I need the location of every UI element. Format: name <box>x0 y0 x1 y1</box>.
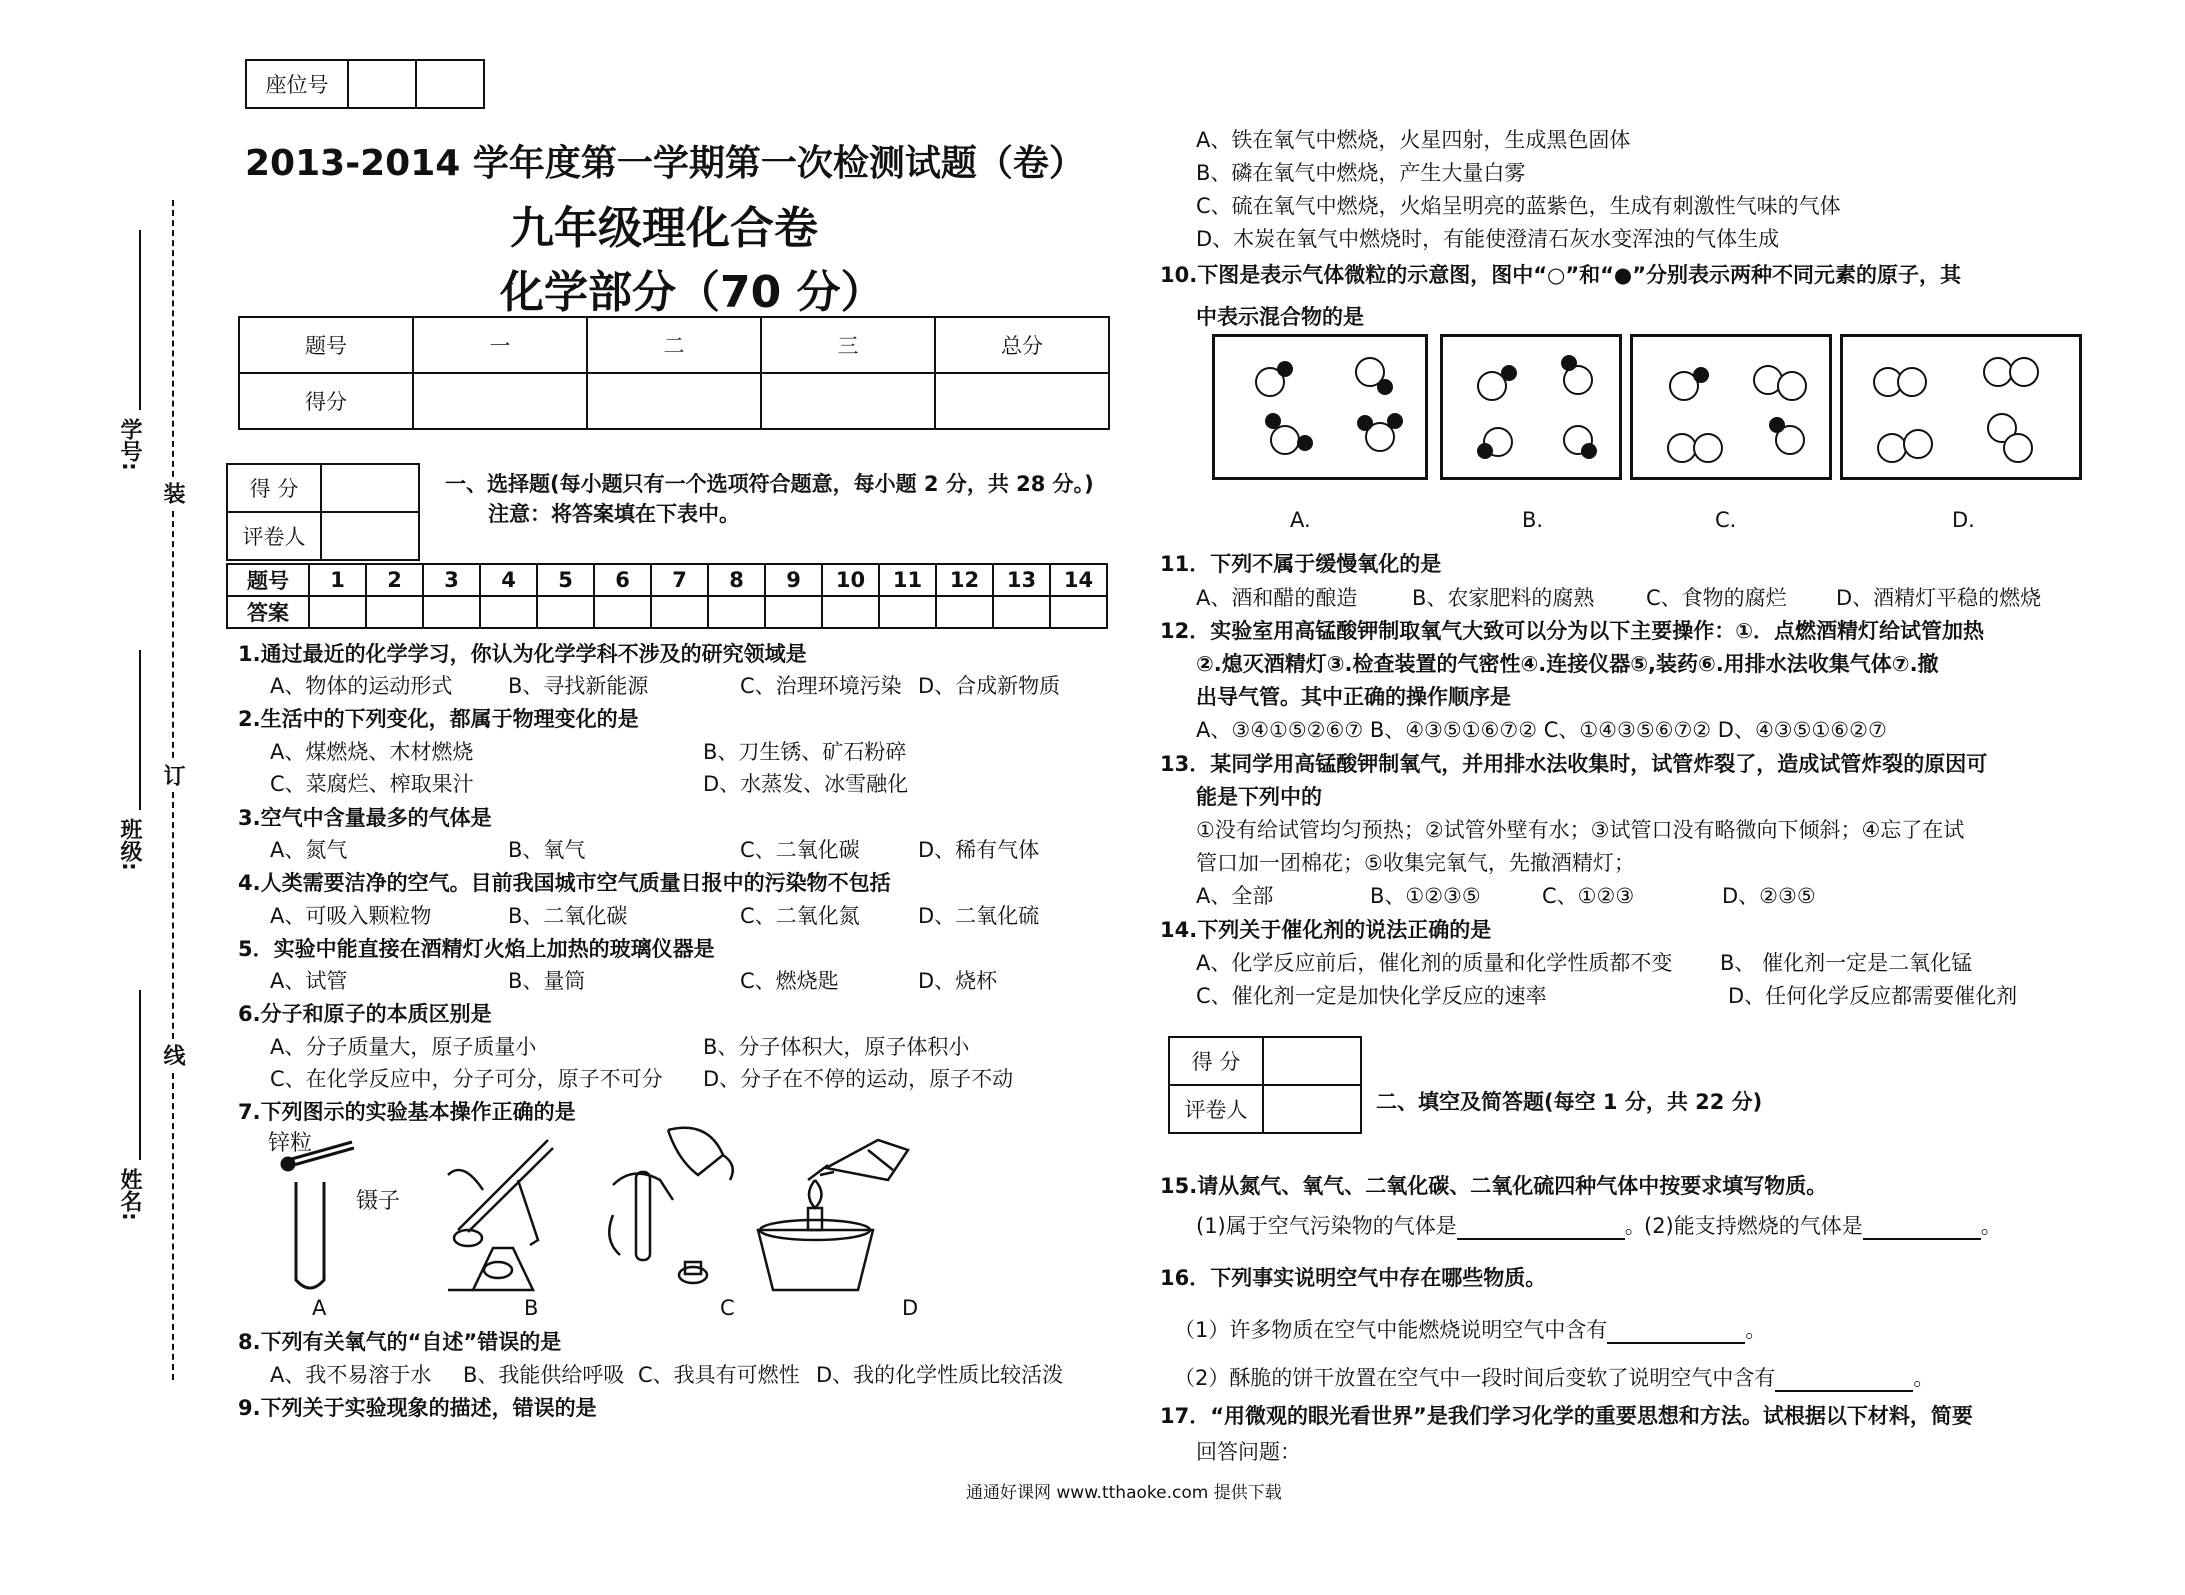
q5-option-a: A、试管 <box>270 969 348 993</box>
q7-option-d: D <box>902 1296 919 1320</box>
black-atom <box>1357 415 1373 431</box>
section2-score-cell[interactable] <box>1263 1037 1361 1085</box>
section1-grader-label: 评卷人 <box>227 512 321 560</box>
q9-option-c: C、硫在氧气中燃烧，火焰呈明亮的蓝紫色，生成有刺激性气味的气体 <box>1196 194 1841 218</box>
q2-option-b: B、刀生锈、矿石粉碎 <box>703 740 907 764</box>
q15-part2 <box>1644 1210 2002 1240</box>
q7-option-a: A <box>312 1296 327 1320</box>
section2-title: 二、填空及简答题(每空 1 分，共 22 分) <box>1376 1090 1763 1114</box>
q5-option-d: D、烧杯 <box>918 969 998 993</box>
exam-part: 化学部分（70 分） <box>500 267 885 318</box>
black-atom <box>1561 355 1577 371</box>
q15-part1 <box>1196 1210 1646 1240</box>
binding-ding: 订 <box>157 760 188 790</box>
q9-option-b: B、磷在氧气中燃烧，产生大量白雾 <box>1196 161 1526 185</box>
q6-option-b: B、分子体积大，原子体积小 <box>703 1035 970 1059</box>
q15-stem: 15.请从氮气、氧气、二氧化碳、二氧化硫四种气体中按要求填写物质。 <box>1160 1174 1828 1198</box>
section1-score-label: 得 分 <box>227 464 321 512</box>
banji-label: 班级: <box>117 818 142 871</box>
q7-label-zinc: 锌粒 <box>268 1131 313 1156</box>
white-atom <box>1777 371 1807 401</box>
section2-grader-cell[interactable] <box>1263 1085 1361 1133</box>
black-atom <box>1693 367 1709 383</box>
q11-stem: 11．下列不属于缓慢氧化的是 <box>1160 552 1442 576</box>
q11-option-a: A、酒和醋的酿造 <box>1196 586 1358 610</box>
q1-option-d: D、合成新物质 <box>918 674 1061 698</box>
black-atom <box>1277 361 1293 377</box>
q7-option-b: B <box>524 1296 539 1320</box>
q13-line2: 能是下列中的 <box>1196 785 1322 809</box>
answer-number: 9 <box>765 564 822 596</box>
xuehao-label: 学号: <box>117 418 142 471</box>
q14-option-c: C、催化剂一定是加快化学反应的速率 <box>1196 984 1547 1008</box>
answer-number: 6 <box>594 564 651 596</box>
q1-option-a: A、物体的运动形式 <box>270 674 453 698</box>
answer-number: 4 <box>480 564 537 596</box>
q7-option-c: C <box>720 1296 735 1320</box>
q3-option-c: C、二氧化碳 <box>740 838 860 862</box>
q7-figure-b <box>448 1140 553 1290</box>
q1-option-b: B、寻找新能源 <box>508 674 649 698</box>
answer-number: 14 <box>1050 564 1107 596</box>
answer-number: 12 <box>936 564 993 596</box>
q7-figure-c <box>609 1128 732 1283</box>
q16-part2-end: 。 <box>1913 1366 1935 1390</box>
binding-zhuang: 装 <box>157 478 188 508</box>
q14-stem: 14.下列关于催化剂的说法正确的是 <box>1160 918 1492 942</box>
q16-blank-1[interactable] <box>1607 1342 1745 1344</box>
score-row-label: 得分 <box>239 373 413 429</box>
q12-line3: 出导气管。其中正确的操作顺序是 <box>1196 685 1511 709</box>
answer-number: 11 <box>879 564 936 596</box>
q10-box-d <box>1840 334 2082 480</box>
q3-option-b: B、氧气 <box>508 838 586 862</box>
q10-option-b: B. <box>1522 508 1544 532</box>
q14-option-b: B、 催化剂一定是二氧化锰 <box>1720 951 1973 975</box>
black-atom <box>1501 365 1517 381</box>
white-atom <box>1897 367 1927 397</box>
q10-stem-line2: 中表示混合物的是 <box>1196 305 1364 329</box>
q7-figure-a <box>282 1142 354 1288</box>
q1-option-c: C、治理环境污染 <box>740 674 902 698</box>
exam-subtitle: 九年级理化合卷 <box>510 203 818 254</box>
q10-box-b <box>1440 334 1622 480</box>
section2-score-box <box>1168 1036 1362 1134</box>
q17-line1: 17．“用微观的眼光看世界”是我们学习化学的重要思想和方法。试根据以下材料，简要 <box>1160 1404 1973 1428</box>
q15-blank-2[interactable] <box>1863 1238 1981 1240</box>
q7-figure-d <box>758 1140 908 1290</box>
q12-line1: 12．实验室用高锰酸钾制取氧气大致可以分为以下主要操作：①．点燃酒精灯给试管加热 <box>1160 619 1985 643</box>
xingming-label: 姓名: <box>117 1168 142 1221</box>
q9-option-a: A、铁在氧气中燃烧，火星四射，生成黑色固体 <box>1196 128 1631 152</box>
q10-option-d: D. <box>1952 508 1975 532</box>
q13-option-d: D、②③⑤ <box>1722 884 1816 908</box>
seat-label: 座位号 <box>246 60 348 108</box>
q1-stem: 1.通过最近的化学学习，你认为化学学科不涉及的研究领域是 <box>238 642 807 666</box>
q16-part2-text: （2）酥脆的饼干放置在空气中一段时间后变软了说明空气中含有 <box>1174 1366 1776 1390</box>
q5-stem: 5．实验中能直接在酒精灯火焰上加热的玻璃仪器是 <box>238 937 715 961</box>
q10-box-c <box>1630 334 1832 480</box>
q11-option-d: D、酒精灯平稳的燃烧 <box>1836 586 2042 610</box>
q16-part1-end: 。 <box>1745 1318 1767 1342</box>
q3-option-d: D、稀有气体 <box>918 838 1040 862</box>
answer-table-row1-label: 题号 <box>227 564 309 596</box>
black-atom <box>1377 379 1393 395</box>
answer-number: 3 <box>423 564 480 596</box>
q12-line2: ②.熄灭酒精灯③.检查装置的气密性④.连接仪器⑤,装药⑥.用排水法收集气体⑦.撤 <box>1196 652 1939 676</box>
score-header-1: 一 <box>413 317 587 373</box>
q13-option-b: B、①②③⑤ <box>1370 884 1481 908</box>
q13-line4: 管口加一团棉花；⑤收集完氧气，先撤酒精灯； <box>1196 851 1635 875</box>
exam-title: 2013-2014 学年度第一学期第一次检测试题（卷） <box>245 143 1085 184</box>
white-atom <box>2009 357 2039 387</box>
answer-table-row2-label: 答案 <box>227 596 309 628</box>
binding-line <box>172 200 174 1380</box>
q8-stem: 8.下列有关氧气的“自述”错误的是 <box>238 1330 562 1354</box>
q4-option-a: A、可吸入颗粒物 <box>270 904 432 928</box>
q2-option-a: A、煤燃烧、木材燃烧 <box>270 740 474 764</box>
q15-part2-text: (2)能支持燃烧的气体是 <box>1644 1214 1863 1238</box>
answer-number: 7 <box>651 564 708 596</box>
score-header-tihao: 题号 <box>239 317 413 373</box>
q8-option-c: C、我具有可燃性 <box>638 1363 800 1387</box>
score-header-total: 总分 <box>935 317 1109 373</box>
q4-option-b: B、二氧化碳 <box>508 904 628 928</box>
section1-note: 注意：将答案填在下表中。 <box>488 502 740 526</box>
white-atom <box>1693 433 1723 463</box>
q5-option-b: B、量筒 <box>508 969 586 993</box>
q17-line2: 回答问题： <box>1196 1440 1301 1464</box>
q7-label-tweezers: 镊子 <box>356 1189 401 1214</box>
black-atom <box>1265 413 1281 429</box>
footer-text: 通通好课网 www.tthaoke.com 提供下载 <box>966 1483 1282 1503</box>
q6-option-c: C、在化学反应中，分子可分，原子不可分 <box>270 1067 663 1091</box>
white-atom <box>1270 425 1300 455</box>
q16-blank-2[interactable] <box>1775 1390 1913 1392</box>
score-header-2: 二 <box>587 317 761 373</box>
q16-part1 <box>1174 1314 1766 1344</box>
answer-number: 5 <box>537 564 594 596</box>
q11-option-c: C、食物的腐烂 <box>1646 586 1787 610</box>
q9-stem: 9.下列关于实验现象的描述，错误的是 <box>238 1396 597 1420</box>
black-atom <box>1297 435 1313 451</box>
q12-options: A、③④①⑤②⑥⑦ B、④③⑤①⑥⑦② C、①④③⑤⑥⑦② D、④③⑤①⑥②⑦ <box>1196 718 1887 742</box>
black-atom <box>1477 443 1493 459</box>
answer-number: 2 <box>366 564 423 596</box>
q9-option-d: D、木炭在氧气中燃烧时，有能使澄清石灰水变浑浊的气体生成 <box>1196 227 1780 251</box>
q4-option-c: C、二氧化氮 <box>740 904 860 928</box>
answer-number: 8 <box>708 564 765 596</box>
q16-stem: 16．下列事实说明空气中存在哪些物质。 <box>1160 1266 1547 1290</box>
q15-blank-1[interactable] <box>1457 1238 1625 1240</box>
q8-option-d: D、我的化学性质比较活泼 <box>816 1363 1064 1387</box>
q10-stem-line1: 10.下图是表示气体微粒的示意图，图中“○”和“●”分别表示两种不同元素的原子，其 <box>1160 263 1962 287</box>
q13-option-a: A、全部 <box>1196 884 1274 908</box>
q2-option-c: C、菜腐烂、榨取果汁 <box>270 772 474 796</box>
q4-option-d: D、二氧化硫 <box>918 904 1040 928</box>
q15-part1-text: (1)属于空气污染物的气体是 <box>1196 1214 1457 1238</box>
binding-xian: 线 <box>157 1040 188 1070</box>
q7-stem: 7.下列图示的实验基本操作正确的是 <box>238 1100 576 1124</box>
answer-number: 1 <box>309 564 366 596</box>
q7-figure-set <box>268 1120 1068 1300</box>
black-atom <box>1387 413 1403 429</box>
q8-option-b: B、我能供给呼吸 <box>463 1363 625 1387</box>
q5-option-c: C、燃烧匙 <box>740 969 839 993</box>
q10-box-a <box>1212 334 1428 480</box>
q6-stem: 6.分子和原子的本质区别是 <box>238 1002 492 1026</box>
q16-part1-text: （1）许多物质在空气中能燃烧说明空气中含有 <box>1174 1318 1608 1342</box>
q13-line3: ①没有给试管均匀预热；②试管外壁有水；③试管口没有略微向下倾斜；④忘了在试 <box>1196 818 1965 842</box>
q8-option-a: A、我不易溶于水 <box>270 1363 432 1387</box>
q6-option-d: D、分子在不停的运动，原子不动 <box>703 1067 1014 1091</box>
q10-option-a: A. <box>1290 508 1311 532</box>
q16-part2 <box>1174 1362 1934 1392</box>
section1-title: 一、选择题(每小题只有一个选项符合题意，每小题 2 分，共 28 分。) <box>445 472 1094 496</box>
q6-option-a: A、分子质量大，原子质量小 <box>270 1035 537 1059</box>
black-atom <box>1769 417 1785 433</box>
q3-option-a: A、氮气 <box>270 838 348 862</box>
section2-grader-label: 评卷人 <box>1169 1085 1263 1133</box>
white-atom <box>1877 433 1907 463</box>
left-question-column <box>238 0 1138 1595</box>
q3-stem: 3.空气中含量最多的气体是 <box>238 806 492 830</box>
q2-option-d: D、水蒸发、冰雪融化 <box>703 772 909 796</box>
answer-number: 10 <box>822 564 879 596</box>
q15-part1-end: 。 <box>1624 1214 1646 1238</box>
q4-stem: 4.人类需要洁净的空气。目前我国城市空气质量日报中的污染物不包括 <box>238 871 891 895</box>
white-atom <box>1903 429 1933 459</box>
q13-line1: 13．某同学用高锰酸钾制氧气，并用排水法收集时，试管炸裂了，造成试管炸裂的原因可 <box>1160 752 1988 776</box>
q14-option-d: D、任何化学反应都需要催化剂 <box>1728 984 2018 1008</box>
q14-option-a: A、化学反应前后，催化剂的质量和化学性质都不变 <box>1196 951 1673 975</box>
white-atom <box>2003 433 2033 463</box>
score-header-3: 三 <box>761 317 935 373</box>
q11-option-b: B、农家肥料的腐熟 <box>1412 586 1595 610</box>
q10-option-c: C. <box>1715 508 1737 532</box>
black-atom <box>1581 443 1597 459</box>
xuehao-blank[interactable] <box>139 230 141 410</box>
right-question-column <box>1160 0 2160 1595</box>
section2-score-label: 得 分 <box>1169 1037 1263 1085</box>
q13-option-c: C、①②③ <box>1542 884 1635 908</box>
answer-number: 13 <box>993 564 1050 596</box>
q15-part2-end: 。 <box>1980 1214 2002 1238</box>
q2-stem: 2.生活中的下列变化，都属于物理变化的是 <box>238 707 639 731</box>
xingming-blank[interactable] <box>139 990 141 1160</box>
banji-blank[interactable] <box>139 650 141 810</box>
